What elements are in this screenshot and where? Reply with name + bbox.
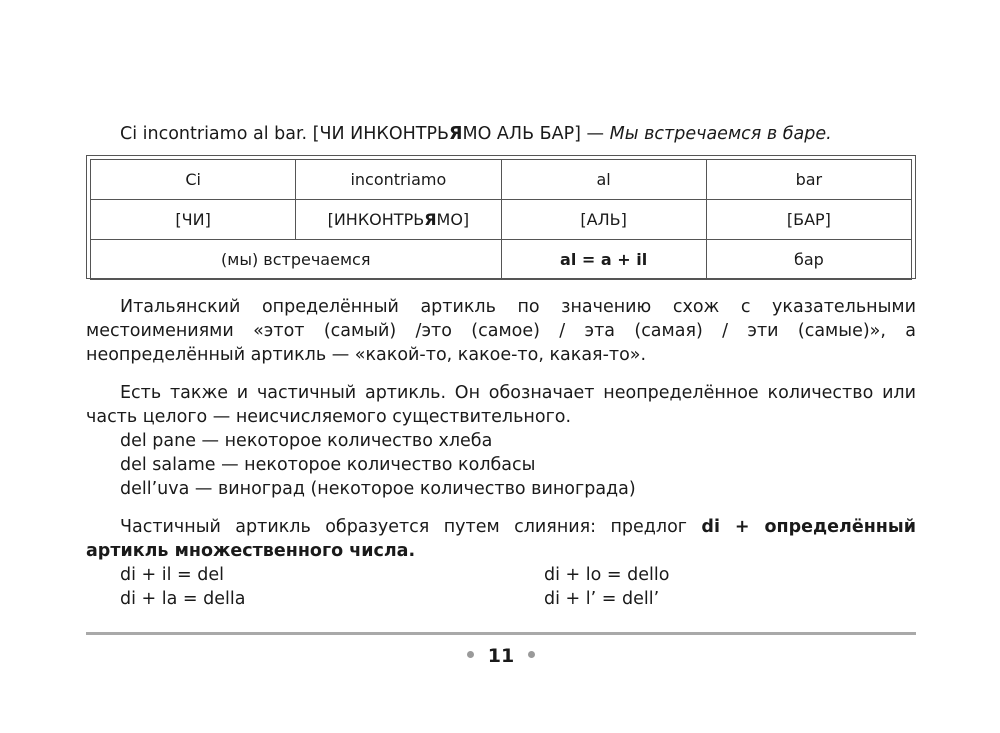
intro-pron-post: МО АЛЬ БАР] — [462, 124, 610, 144]
table-row [91, 160, 912, 200]
cell-formula: al = a + il [560, 250, 648, 269]
dot-icon [528, 651, 535, 658]
table-cell: [ЧИ] [91, 200, 296, 240]
intro-pron-pre: [ЧИ ИНКОНТРЬ [307, 124, 450, 144]
paragraph-definite-article [86, 295, 916, 367]
paragraph-bold-text: di + определённый артикль множественного числа. [86, 517, 916, 561]
intro-sentence [120, 122, 832, 146]
cell-text-stress: Я [424, 210, 437, 229]
table-cell: бар [706, 240, 911, 280]
formula-line: di + la = della [120, 589, 246, 609]
intro-italian: Ci incontriamo al bar. [120, 124, 308, 144]
table-row [91, 200, 912, 240]
example-line: dell’uva — виноград (некоторое количество винограда) [120, 479, 636, 499]
table-cell: [АЛЬ] [501, 200, 706, 240]
paragraph-partitive-article [86, 381, 916, 429]
paragraph-formation [86, 515, 916, 563]
paragraph-text: Итальянский определённый артикль по значению схож с указательными местоимениями «этот (самый) /это (самое) / эта (самая) / эти (самые)», а неопределённый артикль — «какой-то, какое-то, какая-то». [86, 297, 916, 365]
page-footer [86, 645, 916, 667]
paragraph-text: Частичный артикль образуется путем слияния: предлог [120, 517, 702, 537]
word-table [90, 159, 912, 280]
formula-line: di + l’ = dell’ [544, 589, 660, 609]
table-cell: al [501, 160, 706, 200]
example-line: del salame — некоторое количество колбасы [120, 455, 536, 475]
cell-text-post: МО] [436, 210, 470, 229]
page-number: 11 [487, 645, 515, 667]
table-cell [296, 200, 501, 240]
word-table-frame [86, 155, 916, 279]
footer-rule [86, 632, 916, 635]
table-cell: Ci [91, 160, 296, 200]
table-cell: [БАР] [706, 200, 911, 240]
dot-icon [467, 651, 474, 658]
formula-line: di + il = del [120, 565, 225, 585]
paragraph-text: Есть также и частичный артикль. Он обозначает неопределённое количество или часть целого — неисчисляемого существительного. [86, 383, 916, 427]
table-cell: incontriamo [296, 160, 501, 200]
formula-line: di + lo = dello [544, 565, 670, 585]
table-row [91, 240, 912, 280]
table-cell: (мы) встречаемся [91, 240, 502, 280]
intro-pron-stress: Я [449, 124, 463, 144]
table-cell: bar [706, 160, 911, 200]
example-line: del pane — некоторое количество хлеба [120, 431, 493, 451]
cell-text-pre: [ИНКОНТРЬ [327, 210, 425, 229]
intro-translation: Мы встречаемся в баре. [609, 124, 832, 144]
table-cell [501, 240, 706, 280]
